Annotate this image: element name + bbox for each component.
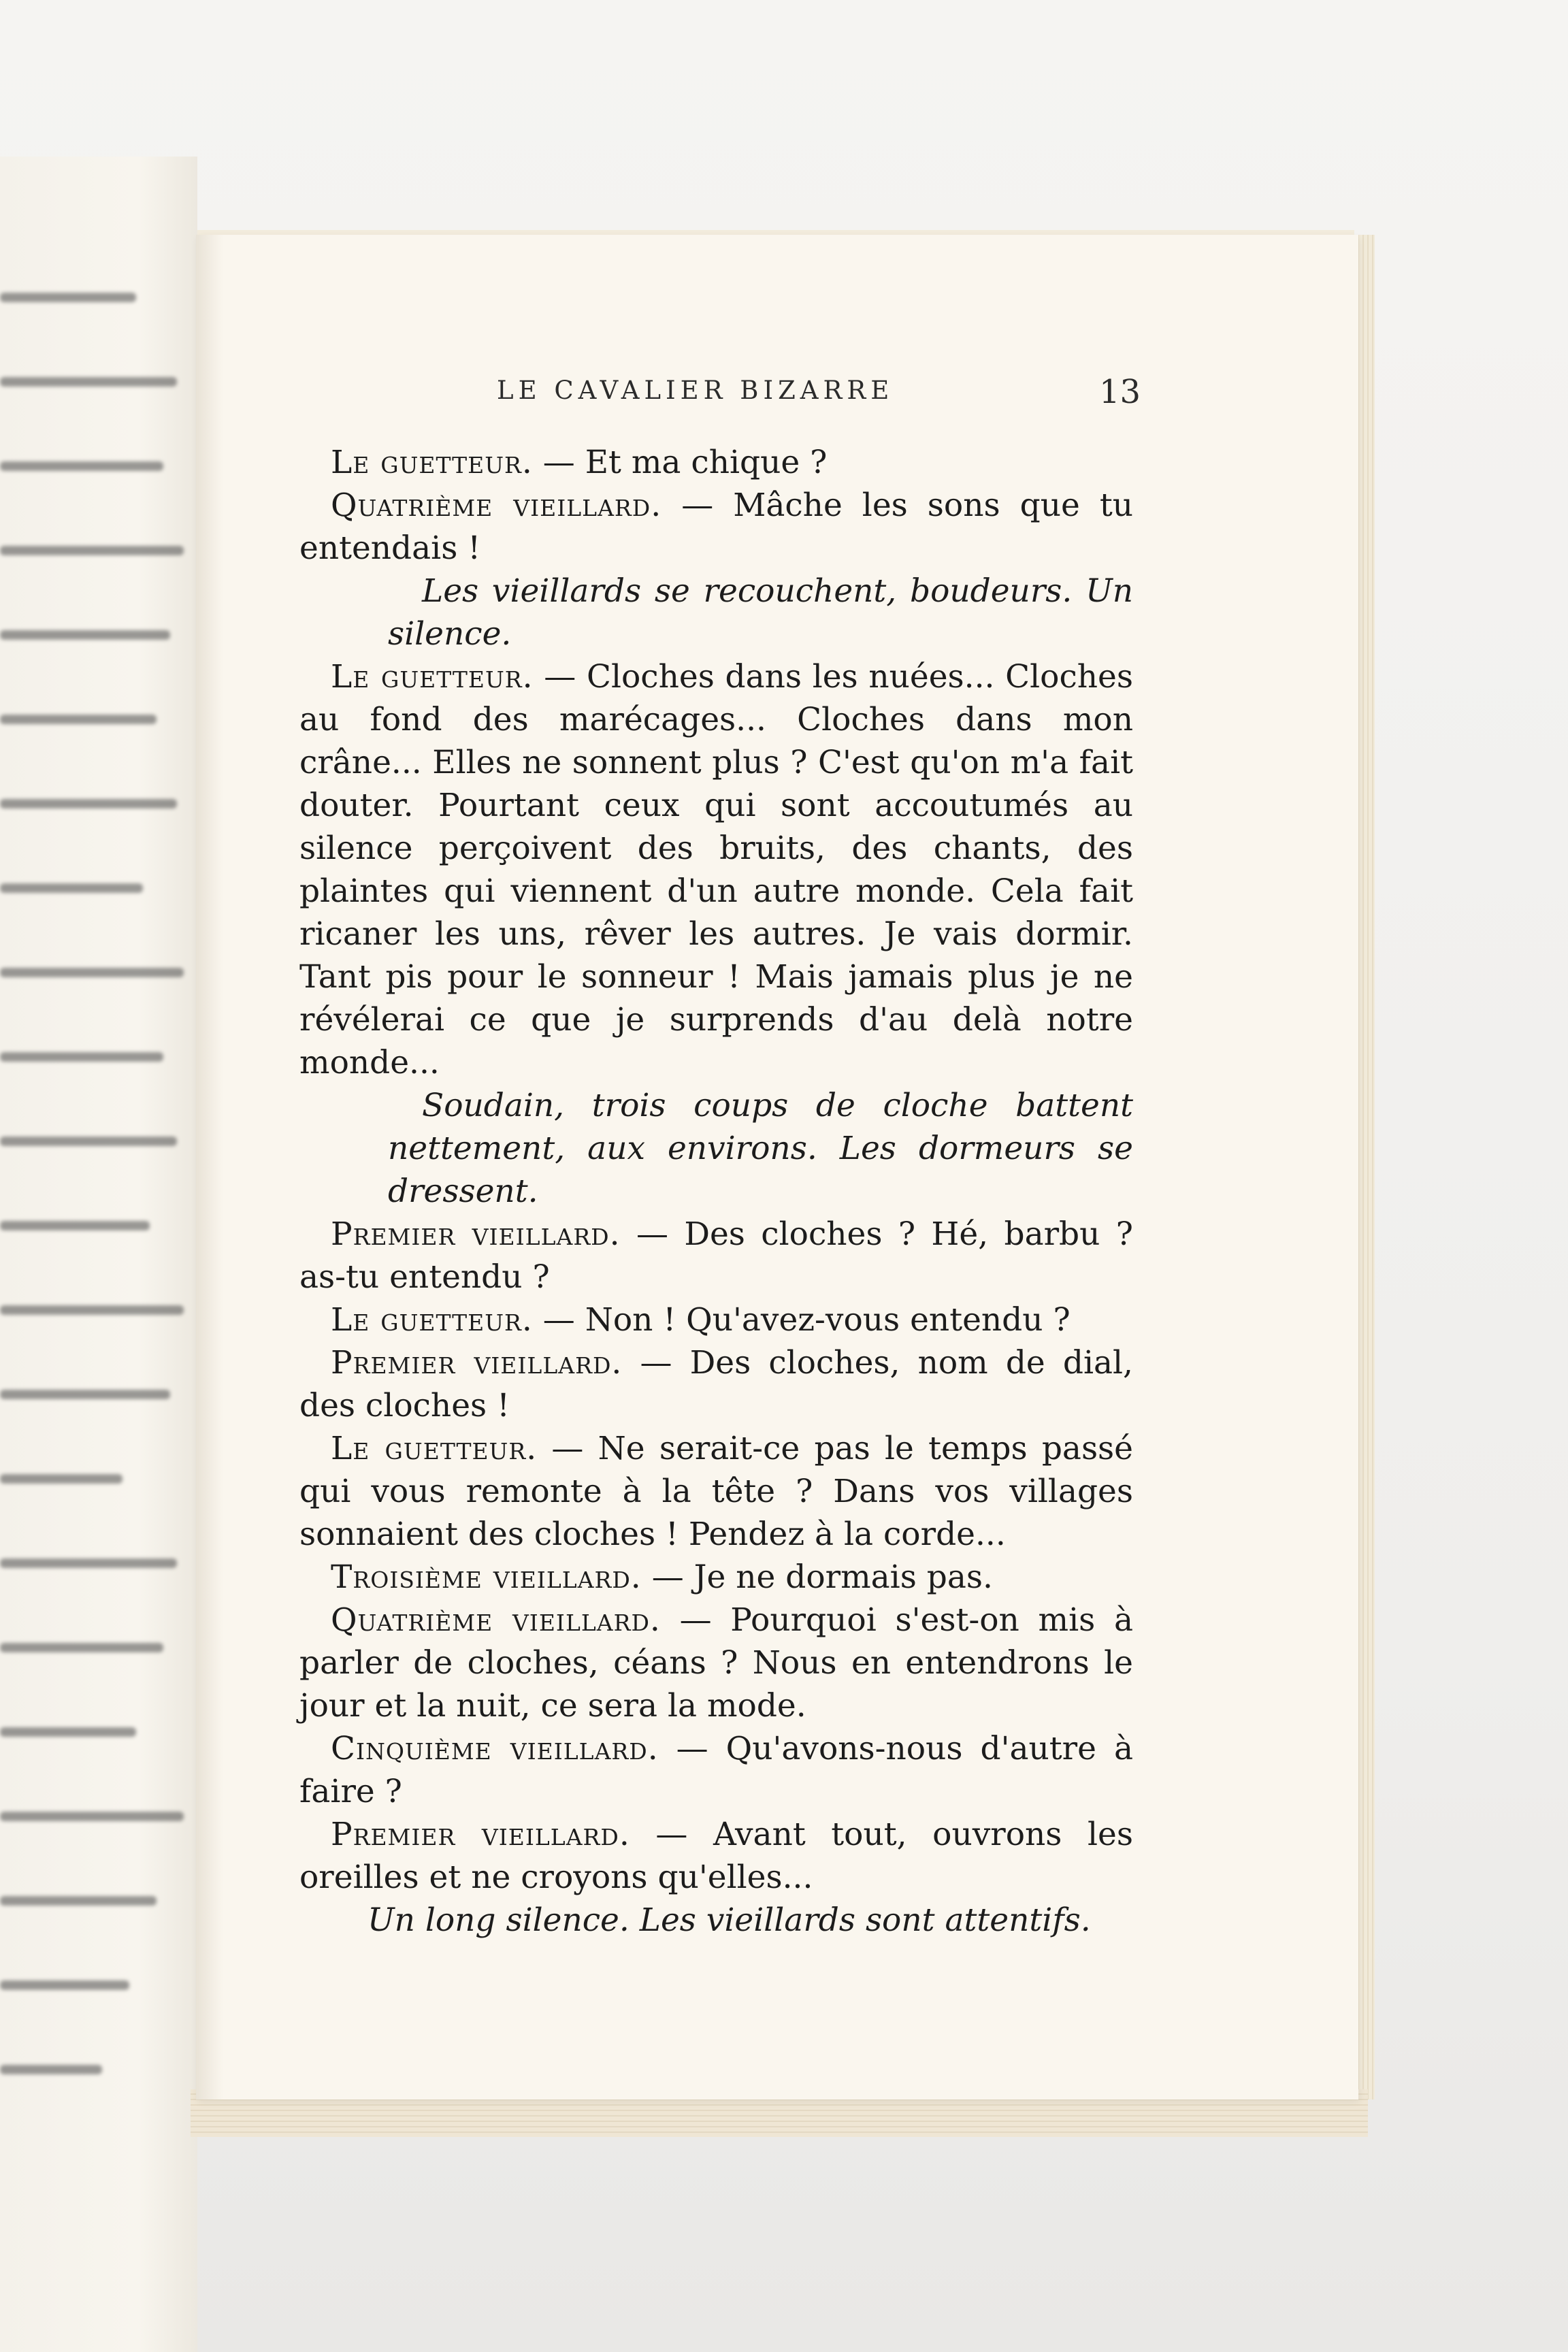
dialogue-line [299, 1427, 1133, 1556]
speech-text: — Pourquoi s'est-on mis à parler de cloches, céans ? Nous en entendrons le jour et la nuit, ce sera la mode. [299, 1601, 1133, 1725]
dialogue-line [299, 1556, 1133, 1599]
speech-text: — Des cloches, nom de dial, des cloches ! [299, 1344, 1133, 1424]
left-facing-page [0, 157, 197, 2352]
dialogue-line [299, 1599, 1133, 1727]
stage-direction: Soudain, trois coups de cloche battent nettement, aux environs. Les dormeurs se dressent. [388, 1087, 1133, 1210]
dialogue-line [299, 441, 1133, 484]
speech-text: — Mâche les sons que tu entendais ! [299, 487, 1133, 567]
blurred-text-lines [0, 293, 197, 2149]
dialogue-line [299, 1813, 1133, 1899]
speaker-name: Troisième vieillard. [331, 1558, 642, 1596]
dialogue-line [299, 655, 1133, 1084]
speech-text: — Ne serait-ce pas le temps passé qui vous remonte à la tête ? Dans vos villages sonnaient des cloches ! Pendez à la corde... [299, 1430, 1133, 1553]
stage-direction: Les vieillards se recouchent, boudeurs. Un silence. [388, 572, 1133, 653]
dialogue-line [299, 1213, 1133, 1298]
running-title: LE CAVALIER BIZARRE [497, 376, 894, 405]
page-body [299, 441, 1133, 1942]
stage-direction: Un long silence. Les vieillards sont attentifs. [368, 1901, 1091, 1939]
speech-text: — Des cloches ? Hé, barbu ? as-tu entendu ? [299, 1215, 1133, 1296]
speaker-name: Quatrième vieillard. [331, 487, 662, 524]
page-gutter-shadow [196, 235, 223, 2100]
speech-text: — Et ma chique ? [542, 444, 828, 481]
speaker-name: Premier vieillard. [331, 1816, 630, 1853]
dialogue-line [299, 1341, 1133, 1427]
dialogue-line [299, 1298, 1133, 1341]
speaker-name: Cinquième vieillard. [331, 1730, 659, 1767]
speaker-name: Le guetteur. [331, 658, 534, 696]
speech-text: — Non ! Qu'avez-vous entendu ? [542, 1301, 1071, 1339]
page-number: 13 [1099, 373, 1141, 411]
speech-text: — Avant tout, ouvrons les oreilles et ne croyons qu'elles... [299, 1816, 1133, 1896]
speaker-name: Le guetteur. [331, 1301, 533, 1339]
speech-text: — Qu'avons-nous d'autre à faire ? [299, 1730, 1133, 1810]
speaker-name: Premier vieillard. [331, 1215, 621, 1253]
speaker-name: Le guetteur. [331, 1430, 538, 1467]
speaker-name: Premier vieillard. [331, 1344, 623, 1382]
speaker-name: Quatrième vieillard. [331, 1601, 661, 1639]
dialogue-line [299, 484, 1133, 570]
speech-text: — Je ne dormais pas. [651, 1558, 993, 1596]
dialogue-line [299, 1727, 1133, 1813]
speaker-name: Le guetteur. [331, 444, 533, 481]
speech-text: — Cloches dans les nuées... Cloches au fond des marécages... Cloches dans mon crâne... Elles ne sonnent plus ? C'est qu'on m'a fait douter. Pourtant ceux qui sont accoutumés au silence perçoivent des bruits, des chants, des plaintes qui viennent d'un autre monde. Cela fait ricaner les uns, rêver les autres. Je vais dormir. Tant pis pour le sonneur ! Mais jamais plus je ne révélerai ce que je surprends d'au delà notre monde... [299, 658, 1133, 1081]
